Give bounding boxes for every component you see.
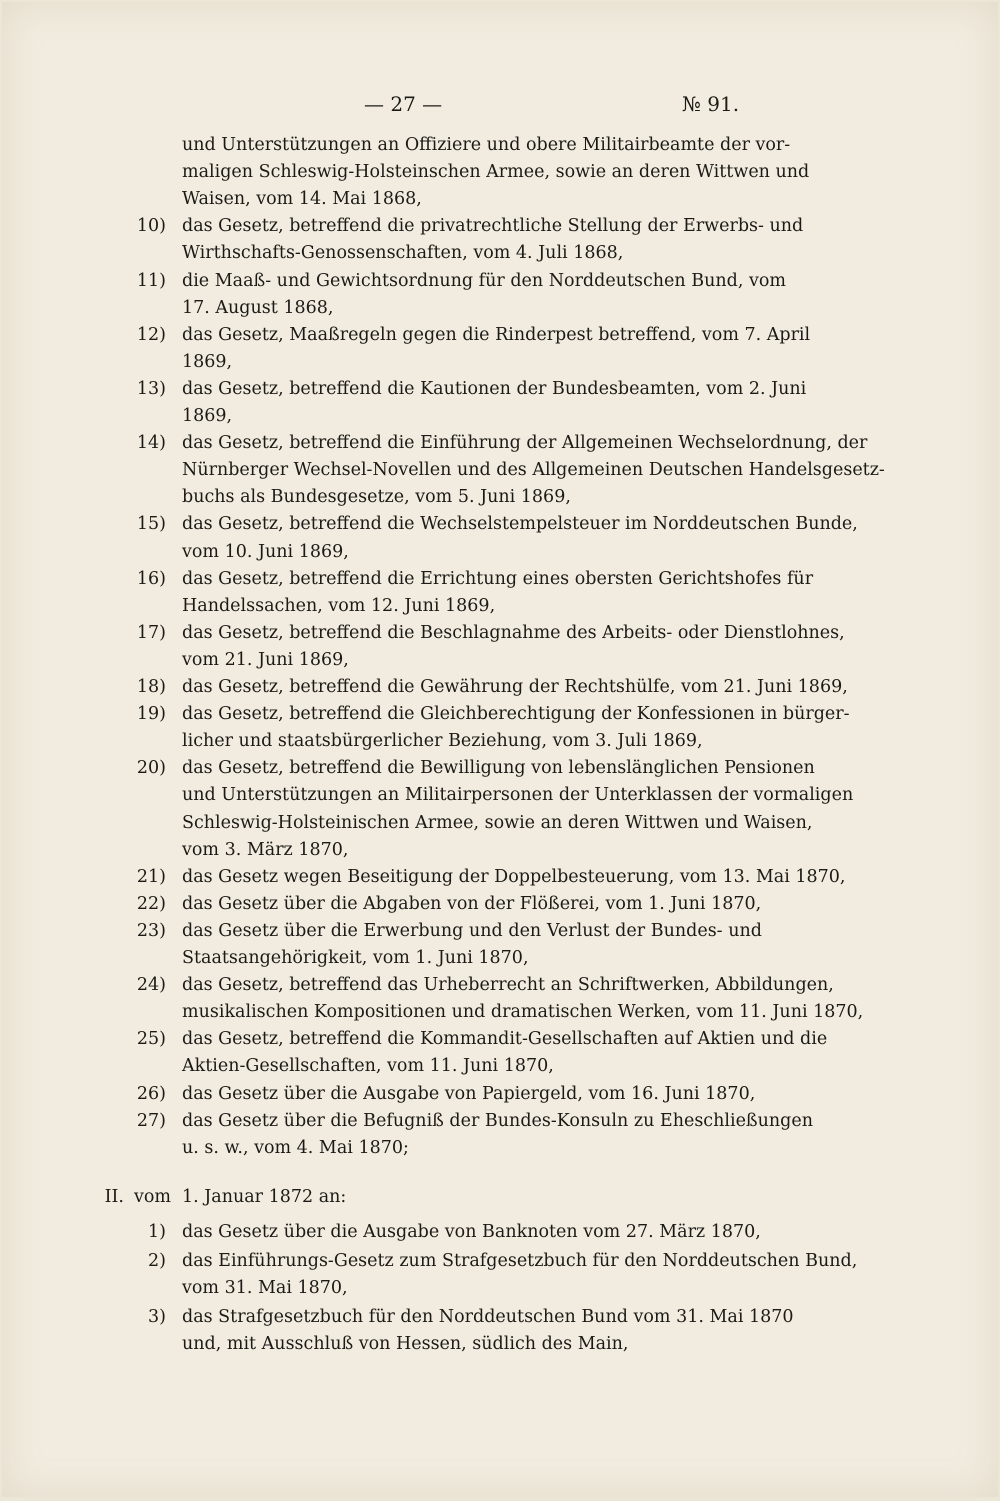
list-item-line: das Gesetz, Maaßregeln gegen die Rinderpest betreffend, vom 7. April [182,324,811,345]
sheet-number: № 91. [682,92,740,116]
item-number: 15) [136,514,166,535]
list-item-line: u. s. w., vom 4. Mai 1870; [182,1137,409,1158]
list-item-line: 17. August 1868, [182,297,334,318]
item-number: 24) [136,975,166,996]
list-item-line: Staatsangehörigkeit, vom 1. Juni 1870, [182,948,529,968]
list-item-line: das Gesetz, betreffend die Kautionen der Bundesbeamten, vom 2. Juni [182,378,807,399]
paragraph-line: maligen Schleswig-Holsteinschen Armee, sowie an deren Wittwen und [182,162,810,183]
item-number: 26) [136,1083,166,1104]
page-header [352,92,772,122]
list-item-line: die Maaß- und Gewichtsordnung für den Norddeutschen Bund, vom [182,270,786,291]
item-number: 12) [136,324,166,345]
list-item-line: das Gesetz, betreffend die Errichtung eines obersten Gerichtshofes für [182,568,814,589]
list-item-line: das Gesetz über die Erwerbung und den Verlust der Bundes- und [182,920,762,941]
document-page [2,2,998,1497]
section-roman-numeral: II. [104,1186,124,1207]
item-number: 13) [136,378,166,399]
list-item-line: Schleswig-Holsteinischen Armee, sowie an deren Wittwen und Waisen, [182,812,813,833]
list-item-line: das Gesetz über die Befugniß der Bundes-Konsuln zu Eheschließungen [182,1110,813,1131]
list-item-line: vom 21. Juni 1869, [182,649,349,670]
list-item-line: das Gesetz, betreffend die Beschlagnahme des Arbeits- oder Dienstlohnes, [182,622,845,643]
section-item-number: 1) [148,1221,166,1242]
section-item-line: das Einführungs-Gesetz zum Strafgesetzbuch für den Norddeutschen Bund, [182,1251,858,1271]
list-item-line: das Gesetz, betreffend die Wechselstempelsteuer im Norddeutschen Bunde, [182,514,858,535]
paragraph-line: Waisen, vom 14. Mai 1868, [182,189,422,210]
list-item-line: das Gesetz über die Ausgabe von Papiergeld, vom 16. Juni 1870, [182,1083,756,1104]
section-item-line: das Strafgesetzbuch für den Norddeutschen Bund vom 31. Mai 1870 [182,1307,794,1328]
item-number: 14) [136,433,166,454]
list-item-line: das Gesetz, betreffend die Einführung der Allgemeinen Wechselordnung, der [182,433,868,454]
section-item-line: das Gesetz über die Ausgabe von Banknoten vom 27. März 1870, [182,1221,761,1242]
list-item-line: das Gesetz, betreffend die Gleichberechtigung der Konfessionen in bürger- [182,704,850,725]
list-item-line: Wirthschafts-Genossenschaften, vom 4. Juli 1868, [182,243,624,264]
item-number: 25) [136,1029,166,1050]
section-item-line: vom 31. Mai 1870, [182,1278,348,1299]
list-item-line: das Gesetz, betreffend die Bewilligung von lebenslänglichen Pensionen [182,758,815,779]
list-item-line: 1869, [182,351,233,372]
list-item-line: 1869, [182,406,233,426]
section-vom: vom [134,1186,172,1207]
section-item-number: 2) [148,1251,166,1271]
list-item-line: buchs als Bundesgesetze, vom 5. Juni 1869, [182,487,571,508]
item-number: 19) [136,704,166,725]
list-item-line: das Gesetz, betreffend das Urheberrecht an Schriftwerken, Abbildungen, [182,975,834,996]
item-number: 22) [136,893,166,914]
list-item-line: musikalischen Kompositionen und dramatischen Werken, vom 11. Juni 1870, [182,1002,864,1023]
list-item-line: vom 3. März 1870, [182,839,349,860]
item-number: 10) [136,216,166,237]
section-item-line: und, mit Ausschluß von Hessen, südlich des Main, [182,1334,629,1355]
section-date: 1. Januar 1872 an: [182,1186,347,1207]
list-item-line: Nürnberger Wechsel-Novellen und des Allgemeinen Deutschen Handelsgesetz- [182,460,885,481]
item-number: 21) [136,866,166,887]
list-item-line: Handelssachen, vom 12. Juni 1869, [182,595,496,616]
list-item-line: vom 10. Juni 1869, [182,541,349,562]
list-item-line: das Gesetz, betreffend die Kommandit-Gesellschaften auf Aktien und die [182,1029,828,1050]
section-item-number: 3) [148,1307,166,1328]
list-item-line: und Unterstützungen an Militairpersonen der Unterklassen der vormaligen [182,785,854,806]
item-number: 27) [136,1110,166,1131]
item-number: 16) [136,568,166,589]
list-item-line: das Gesetz, betreffend die privatrechtliche Stellung der Erwerbs- und [182,216,804,237]
page-number: — 27 — [364,92,443,116]
list-item-line: das Gesetz wegen Beseitigung der Doppelbesteuerung, vom 13. Mai 1870, [182,866,846,887]
item-number: 18) [136,677,166,697]
list-item-line: das Gesetz, betreffend die Gewährung der Rechtshülfe, vom 21. Juni 1869, [182,677,848,697]
item-number: 17) [136,622,166,643]
list-item-line: licher und staatsbürgerlicher Beziehung, vom 3. Juli 1869, [182,731,703,752]
list-item-line: Aktien-Gesellschaften, vom 11. Juni 1870, [182,1056,554,1077]
list-item-line: das Gesetz über die Abgaben von der Flößerei, vom 1. Juni 1870, [182,893,762,914]
item-number: 11) [136,270,166,291]
paragraph-line: und Unterstützungen an Offiziere und obere Militairbeamte der vor- [182,135,791,155]
item-number: 20) [136,758,166,779]
item-number: 23) [136,920,166,941]
